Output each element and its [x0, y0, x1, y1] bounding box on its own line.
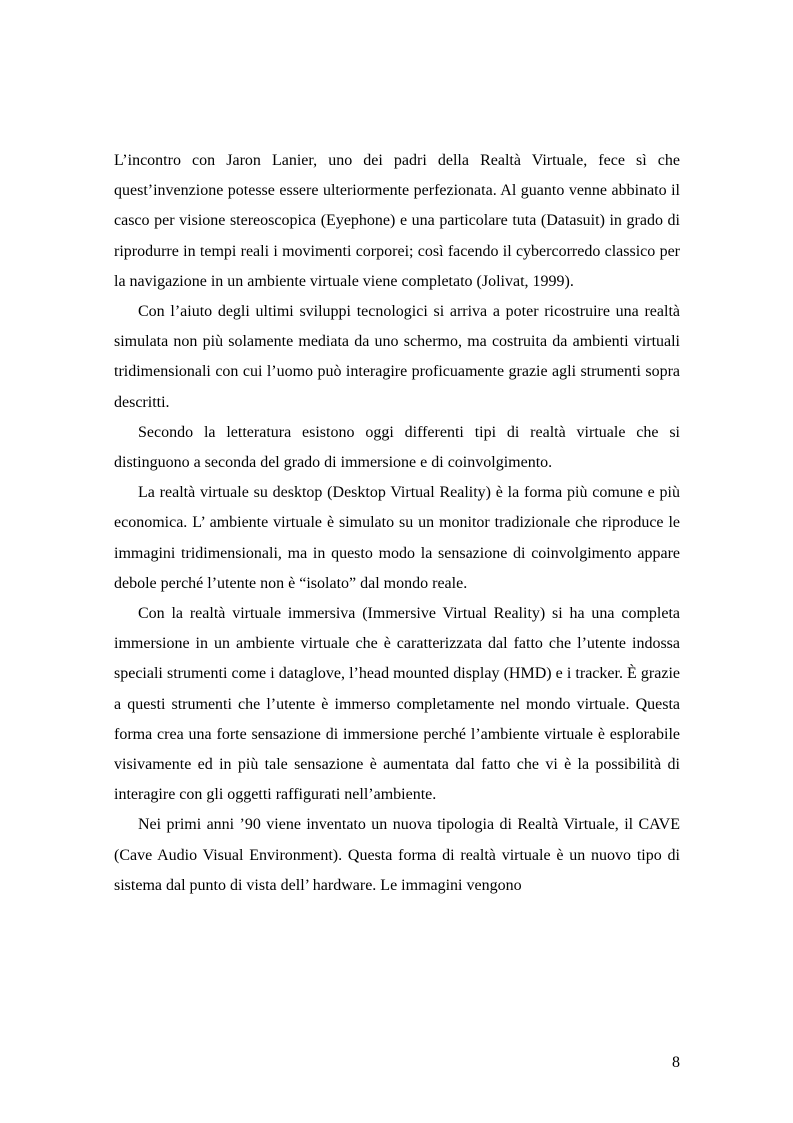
- body-text: [114, 146, 680, 901]
- paragraph-letteratura: Secondo la letteratura esistono oggi differenti tipi di realtà virtuale che si distinguono a seconda del grado di immersione e di coinvolgimento.: [114, 423, 680, 472]
- paragraph-desktop-vr: La realtà virtuale su desktop (Desktop Virtual Reality) è la forma più comune e più economica. L’ ambiente virtuale è simulato su un monitor tradizionale che riproduce le immagini tridimensionali, ma in questo modo la sensazione di coinvolgimento appare debole perché l’utente non è “isolato” dal mondo reale.: [114, 484, 680, 592]
- paragraph-immersive-vr: Con la realtà virtuale immersiva (Immersive Virtual Reality) si ha una completa immersione in un ambiente virtuale che è caratterizzata dal fatto che l’utente indossa speciali strumenti come i dataglove, l’head mounted display (HMD) e i tracker. È grazie a questi strumenti che l’utente è immerso completamente nel mondo virtuale. Questa forma crea una forte sensazione di immersione perché l’ambiente virtuale è esplorabile visivamente ed in più tale sensazione è aumentata dal fatto che vi è la possibilità di interagire con gli oggetti raffigurati nell’ambiente.: [114, 605, 680, 804]
- paragraph-sviluppi: Con l’aiuto degli ultimi sviluppi tecnologici si arriva a poter ricostruire una realtà simulata non più solamente mediata da uno schermo, ma costruita da ambienti virtuali tridimensionali con cui l’uomo può interagire proficuamente grazie agli strumenti sopra descritti.: [114, 303, 680, 411]
- paragraph-lanier: L’incontro con Jaron Lanier, uno dei padri della Realtà Virtuale, fece sì che quest’invenzione potesse essere ulteriormente perfezionata. Al guanto venne abbinato il casco per visione stereoscopica (Eyephone) e una particolare tuta (Datasuit) in grado di riprodurre in tempi reali i movimenti corporei; così facendo il cybercorredo classico per la navigazione in un ambiente virtuale viene completato (Jolivat, 1999).: [114, 152, 680, 290]
- page-number: 8: [672, 1054, 680, 1071]
- paragraph-cave: Nei primi anni ’90 viene inventato un nuova tipologia di Realtà Virtuale, il CAVE (Cave Audio Visual Environment). Questa forma di realtà virtuale è un nuovo tipo di sistema dal punto di vista dell’ hardware. Le immagini vengono: [114, 816, 680, 894]
